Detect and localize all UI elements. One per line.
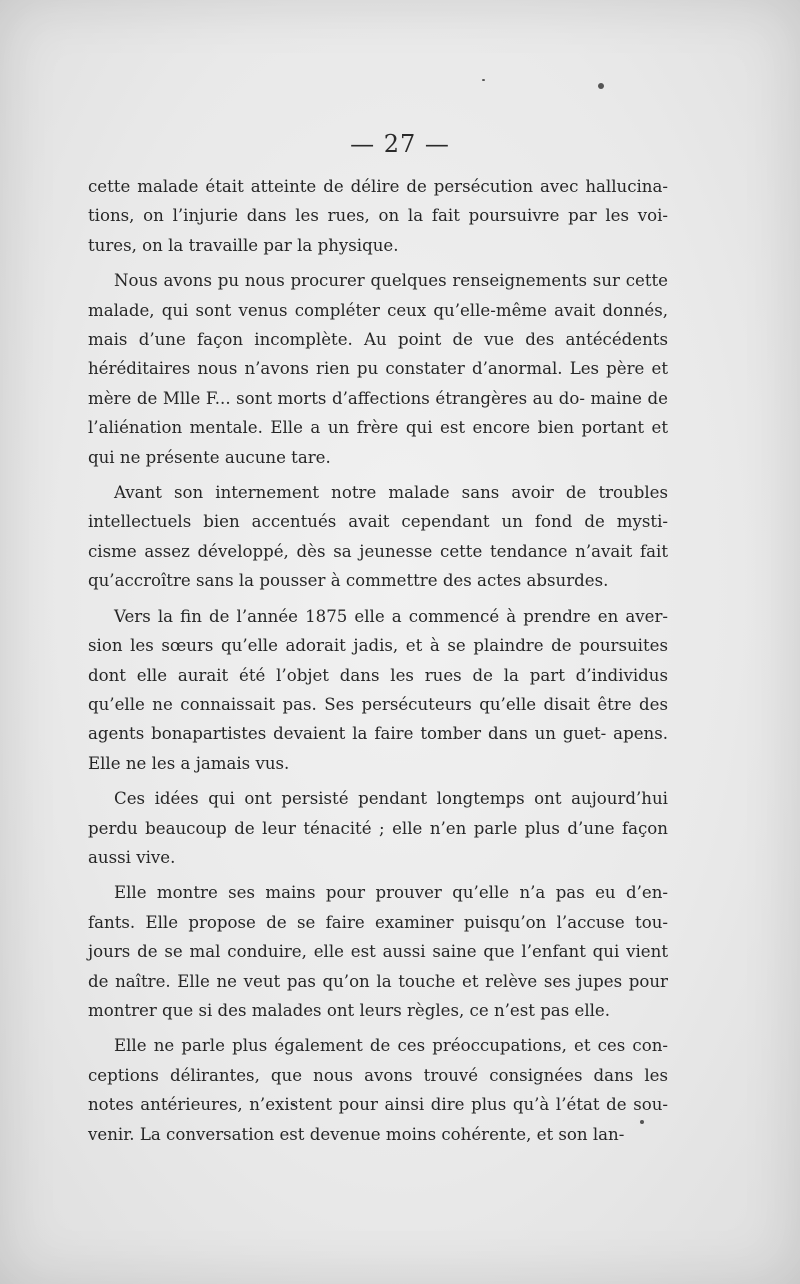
paragraph: Elle ne parle plus également de ces préoccupations, et ces con- ceptions délirantes, que nous avons trouvé consignées dans les notes antérieures, n’existent pour ainsi dire plus qu’à l’état de sou- venir. La conversation est devenue moins cohérente, et son lan- [88,1036,668,1144]
paragraph: Nous avons pu nous procurer quelques renseignements sur cette malade, qui sont venus compléter ceux qu’elle-même avait donnés, mais d’une façon incomplète. Au point de vue des antécédents héréditaires nous n’avons rien pu constater d’anormal. Les père et mère de Mlle F... sont morts d’affections étrangères au do- maine de l’aliénation mentale. Elle a un frère qui est encore bien portant et qui ne présente aucune tare. [88,271,668,467]
paragraph: Ces idées qui ont persisté pendant longtemps ont aujourd’hui perdu beaucoup de leur ténacité ; elle n’en parle plus d’une façon aussi vive. [88,789,668,867]
page-number: — 27 — [350,130,450,158]
ink-speck [482,79,485,81]
paragraph: Elle montre ses mains pour prouver qu’elle n’a pas eu d’en- fants. Elle propose de se faire examiner puisqu’on l’accuse tou- jours de se mal conduire, elle est aussi saine que l’enfant qui vient de naître. Elle ne veut pas qu’on la touche et relève ses jupes pour montrer que si des malades ont leurs règles, ce n’est pas elle. [88,883,668,1020]
paragraph: cette malade était atteinte de délire de persécution avec hallucina- tions, on l’injurie dans les rues, on la fait poursuivre par les voi- tures, on la travaille par la physique. [88,177,668,255]
body-text [88,172,668,1149]
ink-speck [598,83,604,89]
paragraph: Avant son internement notre malade sans avoir de troubles intellectuels bien accentués avait cependant un fond de mysti- cisme assez développé, dès sa jeunesse cette tendance n’avait fait qu’accroître sans la pousser à commettre des actes absurdes. [88,483,668,591]
paragraph: Vers la fin de l’année 1875 elle a commencé à prendre en aver- sion les sœurs qu’elle adorait jadis, et à se plaindre de poursuites dont elle aurait été l’objet dans les rues de la part d’individus qu’elle ne connaissait pas. Ses persécuteurs qu’elle disait être des agents bonapartistes devaient la faire tomber dans un guet- apens. Elle ne les a jamais vus. [88,606,668,773]
